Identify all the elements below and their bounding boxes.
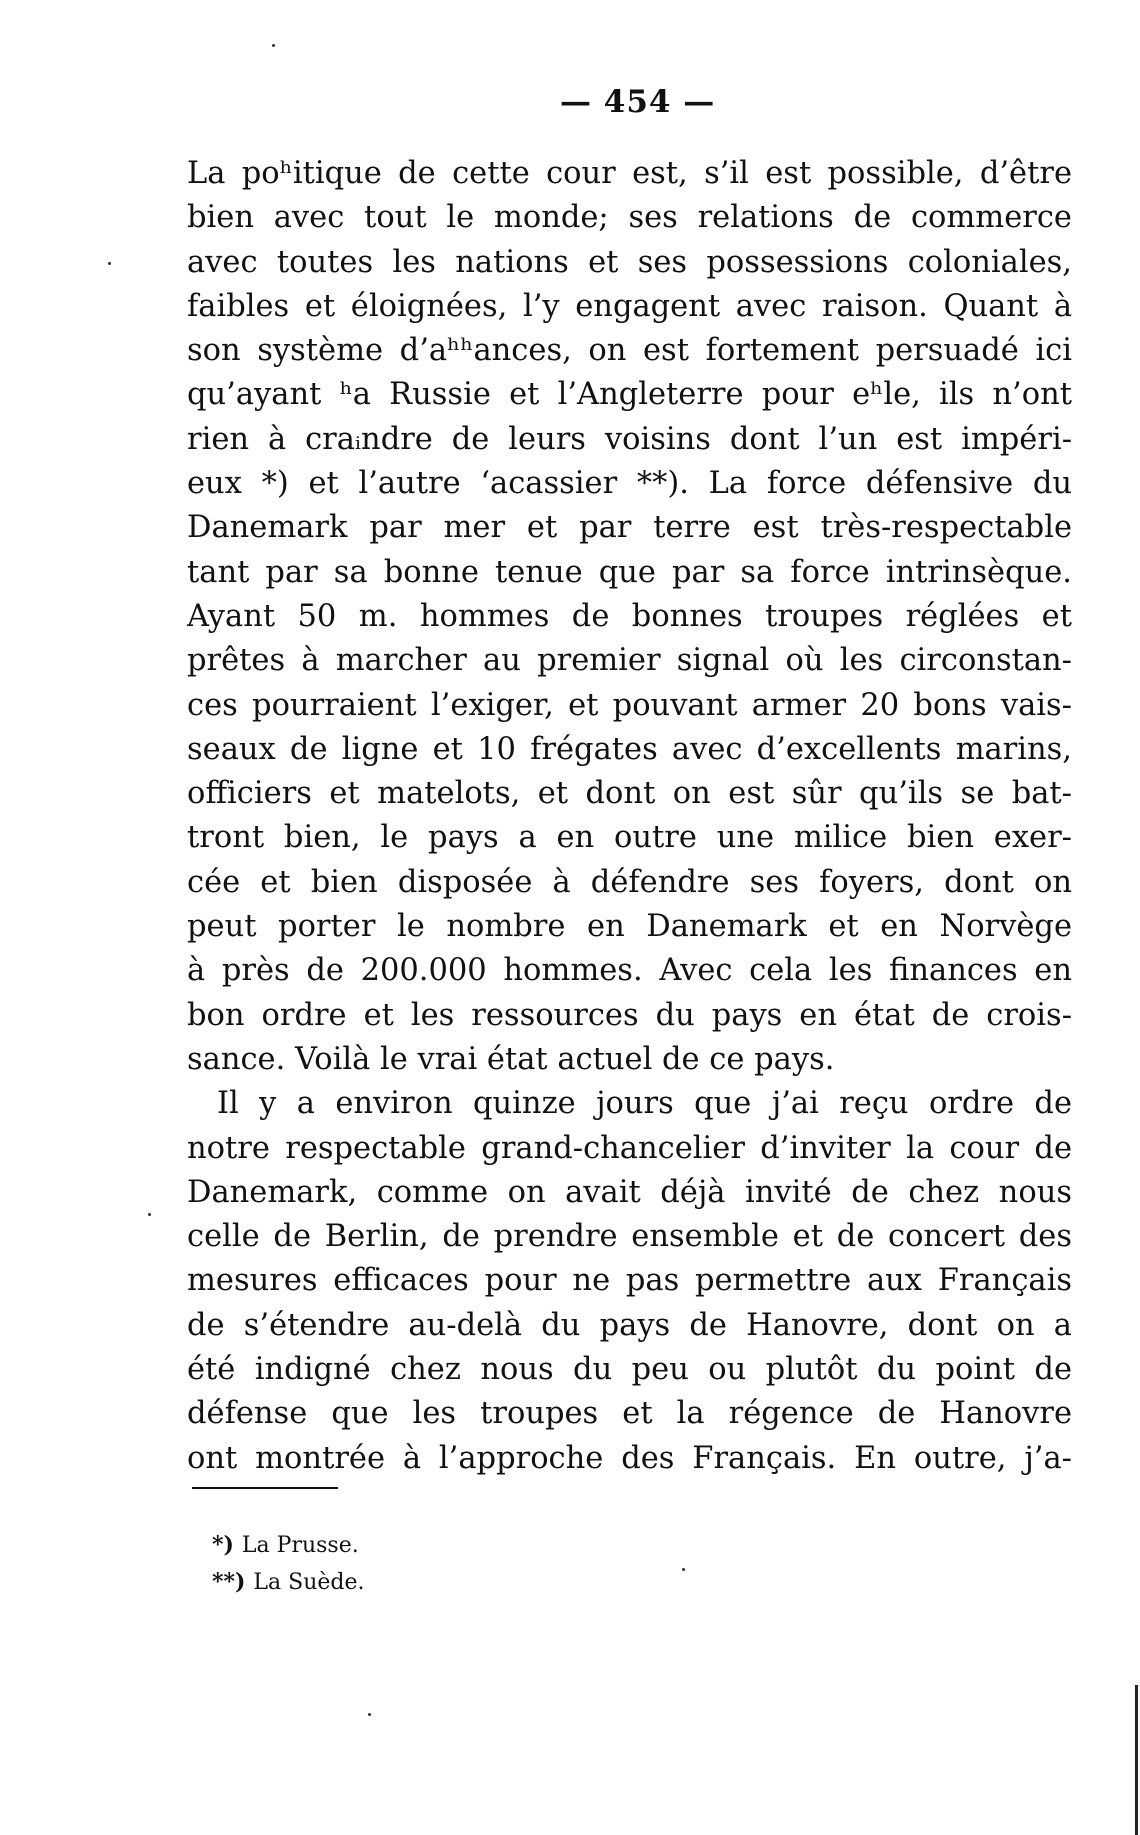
scan-speck: [108, 262, 111, 265]
footnote-2: [212, 1564, 365, 1601]
footnote-text: La Suède.: [253, 1570, 365, 1595]
text-line: ces pourraient l’exiger, et pouvant armer 20 bons vais-: [187, 687, 1072, 723]
paragraph-1: [187, 152, 1072, 1082]
text-line: mesures efficaces pour ne pas permettre aux Français: [187, 1263, 1072, 1299]
scan-speck: [368, 1713, 371, 1716]
footnotes: [212, 1527, 365, 1601]
text-line: officiers et matelots, et dont on est sûr qu’ils se bat-: [187, 776, 1072, 812]
text-line: eux *) et l’autre ʻacassier **). La force défensive du: [187, 466, 1072, 502]
page-number: — 454 —: [560, 84, 716, 120]
text-line: faibles et éloignées, l’y engagent avec raison. Quant à: [187, 288, 1072, 324]
page-edge-mark: [1135, 1685, 1138, 1835]
paragraph-2: [187, 1082, 1072, 1481]
text-line: cée et bien disposée à défendre ses foyers, dont on: [187, 864, 1072, 900]
text-line: peut porter le nombre en Danemark et en Norvège: [187, 909, 1072, 945]
text-line: Danemark, comme on avait déjà invité de chez nous: [187, 1174, 1072, 1210]
text-line: tront bien, le pays a en outre une milice bien exer-: [187, 820, 1072, 856]
text-line: tant par sa bonne tenue que par sa force intrinsèque.: [187, 554, 1072, 590]
footnote-divider: [192, 1487, 338, 1489]
footnote-marker: *): [212, 1532, 234, 1558]
text-line: notre respectable grand-chancelier d’inviter la cour de: [187, 1130, 1072, 1166]
text-line: bon ordre et les ressources du pays en état de crois-: [187, 997, 1072, 1033]
text-line: prêtes à marcher au premier signal où les circonstan-: [187, 643, 1072, 679]
footnote-1: [212, 1527, 365, 1564]
scan-speck: [682, 1568, 685, 1571]
text-line: qu’ayant ʰa Russie et l’Angleterre pour eʰle, ils n’ont: [187, 377, 1072, 413]
text-line: son système d’aʰʰances, on est fortement persuadé ici: [187, 333, 1072, 369]
text-line: à près de 200.000 hommes. Avec cela les finances en: [187, 953, 1072, 989]
text-line: seaux de ligne et 10 frégates avec d’excellents marins,: [187, 731, 1072, 767]
footnote-marker: **): [212, 1569, 246, 1595]
scan-speck: [272, 44, 275, 47]
text-line: bien avec tout le monde; ses relations de commerce: [187, 200, 1072, 236]
body-text: [187, 152, 1072, 1481]
text-line: de s’étendre au-delà du pays de Hanovre, dont on a: [187, 1307, 1072, 1343]
text-line: sance. Voilà le vrai état actuel de ce pays.: [187, 1041, 835, 1077]
scan-speck: [148, 1213, 151, 1216]
text-line: été indigné chez nous du peu ou plutôt du point de: [187, 1352, 1072, 1388]
text-line: ont montrée à l’approche des Français. En outre, j’a-: [187, 1440, 1072, 1476]
text-line: Danemark par mer et par terre est très-respectable: [187, 510, 1072, 546]
text-line: celle de Berlin, de prendre ensemble et de concert des: [187, 1219, 1072, 1255]
text-line: avec toutes les nations et ses possessions coloniales,: [187, 244, 1072, 280]
text-line: rien à craᵢndre de leurs voisins dont l’un est impéri-: [187, 421, 1072, 457]
text-line: défense que les troupes et la régence de Hanovre: [187, 1396, 1072, 1432]
text-line: Il y a environ quinze jours que j’ai reçu ordre de: [217, 1086, 1072, 1122]
text-line: La poʰitique de cette cour est, s’il est possible, d’être: [187, 156, 1072, 191]
text-line: Ayant 50 m. hommes de bonnes troupes réglées et: [187, 598, 1072, 634]
footnote-text: La Prusse.: [241, 1533, 359, 1558]
